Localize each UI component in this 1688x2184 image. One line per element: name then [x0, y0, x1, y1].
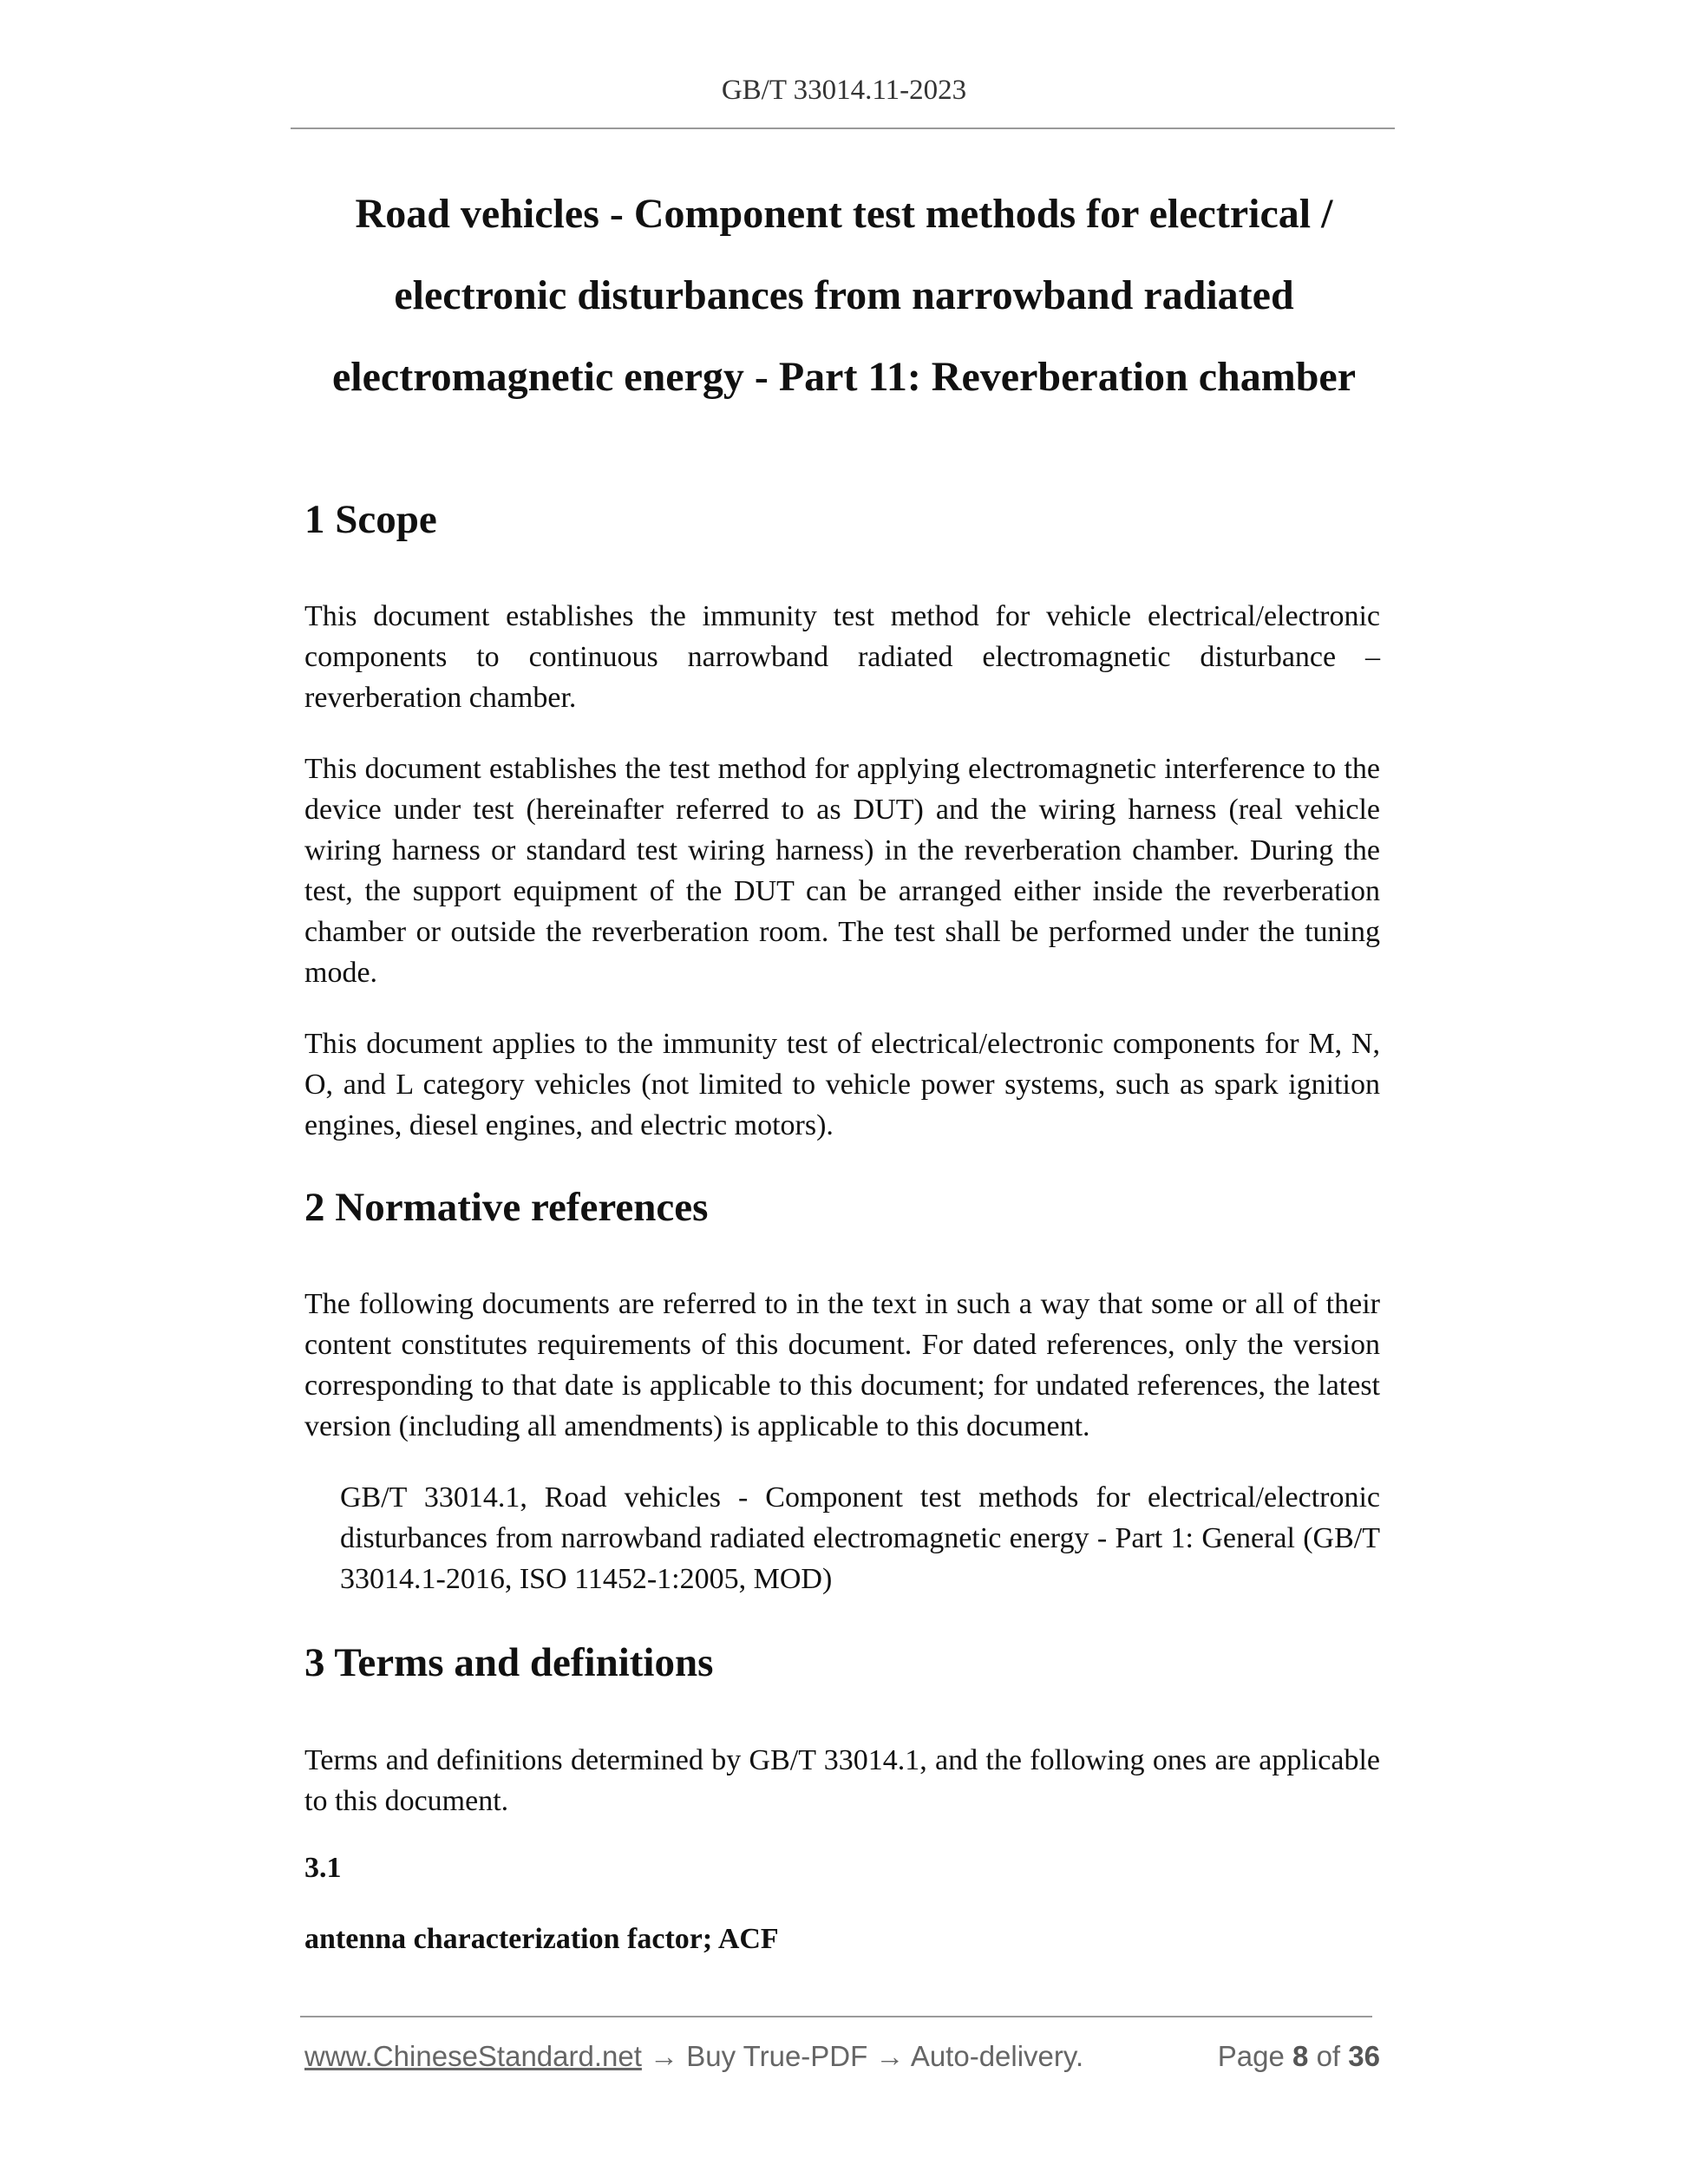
section-1-heading-wrap — [304, 496, 1380, 543]
section-2-heading-wrap — [304, 1184, 1380, 1231]
section-1-para-2-wrap — [304, 749, 1380, 993]
section-1-para-1-wrap — [304, 596, 1380, 718]
website-link[interactable]: www.ChineseStandard.net — [304, 2040, 642, 2072]
subclause-number: 3.1 — [304, 1852, 342, 1884]
title-line-3: electromagnetic energy - Part 11: Reverberation chamber — [331, 354, 1356, 400]
section-1-heading: 1 Scope — [304, 497, 437, 542]
page-label: Page — [1217, 2040, 1285, 2072]
page-footer — [304, 2040, 1380, 2078]
section-1-paragraph-2: This document establishes the test method for applying electromagnetic interference to the device under test (hereinafter referred to as DUT) and the wiring harness (real vehicle wiring harness or standard test wiring harness) in the reverberation chamber. During the test, the support equipment of the DUT can be arranged either inside the reverberation chamber or outside the reverberation room. The test shall be performed under the tuning mode. — [304, 753, 1380, 989]
of-label: of — [1316, 2040, 1341, 2072]
section-3-heading: 3 Terms and definitions — [304, 1640, 714, 1685]
normative-reference-item: GB/T 33014.1, Road vehicles - Component test methods for electrical/electronic disturbances from narrowband radiated electromagnetic energy - Part 1: General (GB/T 33014.1-2016, ISO 11452-1:2005, MOD) — [340, 1481, 1380, 1595]
section-2-paragraph-1: The following documents are referred to in the text in such a way that some or all of their content constitutes requirements of this document. For dated references, only the version corresponding to that date is applicable to this document; for undated references, the latest version (including all amendments) is applicable to this document. — [304, 1288, 1380, 1442]
footer-promo — [304, 2040, 1083, 2073]
footer-divider — [300, 2016, 1372, 2017]
title-line-1: Road vehicles - Component test methods for electrical / — [355, 191, 1333, 237]
buy-text: → Buy True-PDF — [641, 2040, 876, 2072]
title-line-2: electronic disturbances from narrowband radiated — [394, 272, 1294, 318]
section-2-heading: 2 Normative references — [304, 1185, 709, 1230]
delivery-text: → Auto-delivery. — [875, 2040, 1084, 2072]
subclause-number-wrap — [304, 1852, 1380, 1885]
term-heading: antenna characterization factor; ACF — [304, 1923, 779, 1955]
section-2-para-1-wrap — [304, 1284, 1380, 1447]
section-3-heading-wrap — [304, 1639, 1380, 1686]
term-wrap — [304, 1923, 1380, 1956]
section-1-paragraph-1: This document establishes the immunity test method for vehicle electrical/electronic components to continuous narrowband radiated electromagnetic disturbance – reverberation chamber. — [304, 600, 1380, 714]
standard-code-header: GB/T 33014.11-2023 — [721, 75, 967, 106]
total-pages: 36 — [1348, 2040, 1380, 2072]
section-1-para-3-wrap — [304, 1023, 1380, 1146]
section-2-reference-wrap — [304, 1477, 1380, 1599]
section-3-paragraph-1: Terms and definitions determined by GB/T 33014.1, and the following ones are applicable to this document. — [304, 1744, 1380, 1817]
header-divider — [291, 128, 1395, 129]
section-1-paragraph-3: This document applies to the immunity test of electrical/electronic components for M, N, O, and L category vehicles (not limited to vehicle power systems, such as spark ignition engines, diesel engines, and electric motors). — [304, 1028, 1380, 1141]
section-3-para-1-wrap — [304, 1740, 1380, 1821]
page-indicator — [1218, 2040, 1380, 2073]
document-title — [260, 173, 1428, 418]
current-page-number: 8 — [1292, 2040, 1309, 2072]
